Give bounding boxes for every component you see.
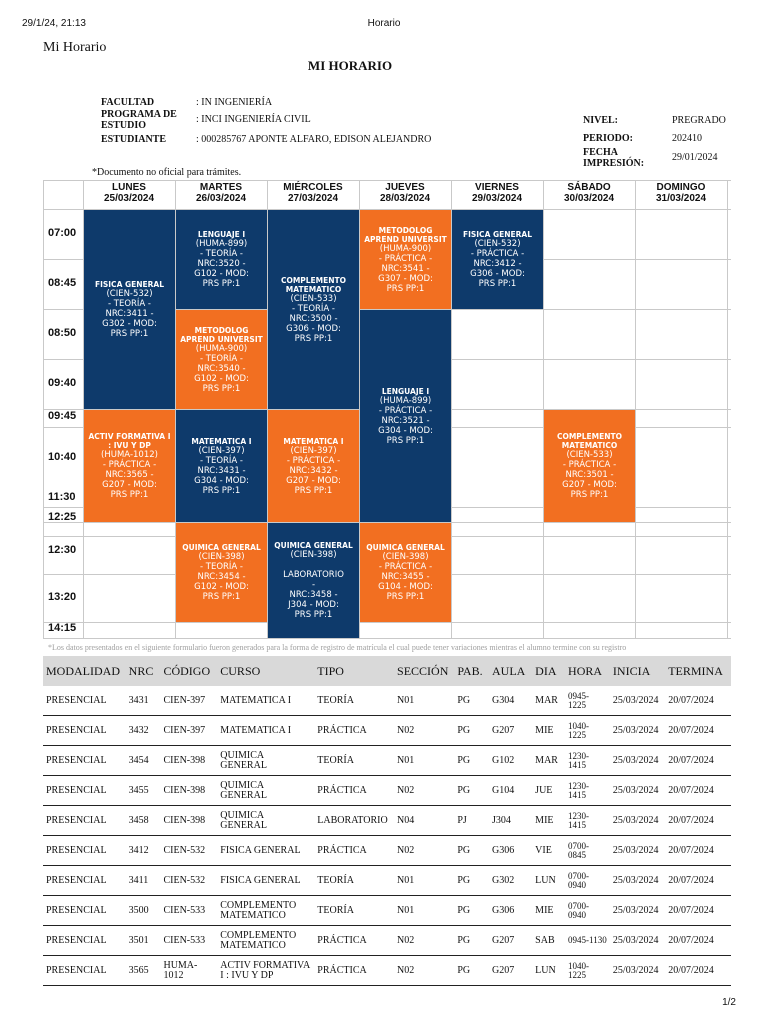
- day-name: MARTES: [199, 182, 243, 193]
- unofficial-note: *Documento no oficial para trámites.: [92, 167, 242, 178]
- table-cell: TEORÍA: [314, 896, 394, 926]
- table-header-cell: DIA: [532, 656, 565, 686]
- course-block-detail: - PRÁCTICA -: [470, 249, 525, 259]
- nivel-value: PREGRADO: [672, 115, 726, 126]
- table-cell: CIEN-398: [160, 806, 217, 836]
- day-date: 31/03/2024: [655, 193, 707, 204]
- day-date: 25/03/2024: [103, 193, 155, 204]
- table-cell: PRESENCIAL: [43, 956, 126, 986]
- table-cell: CIEN-533: [160, 896, 217, 926]
- print-page-title: Horario: [367, 18, 401, 29]
- table-cell: J304: [489, 806, 532, 836]
- table-cell: 25/03/2024: [610, 746, 665, 776]
- course-block-name: MATEMATICA I: [283, 436, 344, 446]
- table-cell: PRESENCIAL: [43, 716, 126, 746]
- table-cell: 25/03/2024: [610, 716, 665, 746]
- day-date: 27/03/2024: [287, 193, 339, 204]
- course-block-detail: (HUMA-1012): [101, 450, 158, 460]
- table-cell: N02: [394, 776, 454, 806]
- doc-title: Mi Horario: [43, 40, 107, 55]
- course-block-detail: G306 - MOD:: [286, 323, 341, 334]
- table-cell: LABORATORIO: [314, 806, 394, 836]
- table-cell: PG: [454, 776, 489, 806]
- course-block-detail: J304 - MOD:: [288, 600, 339, 610]
- table-cell: G207: [489, 926, 532, 956]
- course-block-detail: G207 - MOD:: [562, 480, 617, 490]
- course-block[interactable]: [452, 210, 543, 309]
- table-header-cell: AULA: [489, 656, 532, 686]
- table-cell: COMPLEMENTO MATEMATICO: [217, 926, 314, 956]
- table-cell: PG: [454, 866, 489, 896]
- table-cell: MAR: [532, 686, 565, 716]
- course-block-detail: NRC:3454 -: [197, 572, 246, 582]
- facultad-label: FACULTAD: [101, 97, 155, 108]
- table-cell: PG: [454, 836, 489, 866]
- table-cell: 25/03/2024: [610, 686, 665, 716]
- course-block-detail: NRC:3501 -: [565, 470, 614, 480]
- course-block-detail: G302 - MOD:: [102, 319, 157, 329]
- course-block-detail: -: [311, 580, 316, 590]
- time-label: 07:00: [48, 227, 77, 239]
- day-header: [175, 182, 267, 204]
- periodo-label: PERIODO:: [583, 133, 633, 144]
- course-block-detail: - TEORÍA -: [199, 562, 244, 572]
- table-cell: PRESENCIAL: [43, 686, 126, 716]
- print-datetime: 29/1/24, 21:13: [22, 18, 86, 29]
- course-block[interactable]: [360, 523, 451, 622]
- table-row: [43, 686, 731, 716]
- table-cell: PRESENCIAL: [43, 836, 126, 866]
- table-cell: 1040-1225: [565, 716, 610, 746]
- table-cell: N01: [394, 896, 454, 926]
- table-cell: PRESENCIAL: [43, 776, 126, 806]
- estudiante-label: ESTUDIANTE: [101, 134, 167, 145]
- table-cell: 25/03/2024: [610, 866, 665, 896]
- grid-row-line: [43, 180, 731, 181]
- table-cell: PG: [454, 926, 489, 956]
- table-cell: PG: [454, 716, 489, 746]
- table-cell: 3565: [126, 956, 161, 986]
- course-block-detail: NRC:3455 -: [381, 572, 430, 582]
- table-cell: 1230-1415: [565, 776, 610, 806]
- table-cell: COMPLEMENTO MATEMATICO: [217, 896, 314, 926]
- time-label: 08:50: [48, 327, 77, 339]
- table-cell: PRESENCIAL: [43, 806, 126, 836]
- course-block-detail: - TEORÍA -: [291, 303, 336, 314]
- table-cell: MIE: [532, 716, 565, 746]
- day-header: [267, 182, 359, 204]
- time-label: 12:25: [48, 511, 77, 523]
- table-header-cell: NRC: [126, 656, 161, 686]
- table-cell: 0945-1130: [565, 926, 610, 956]
- schedule-grid: [43, 180, 731, 638]
- periodo-value: 202410: [672, 133, 702, 144]
- table-cell: MIE: [532, 896, 565, 926]
- estudiante-value: : 000285767 APONTE ALFARO, EDISON ALEJANDRO: [196, 134, 432, 145]
- course-block-detail: (CIEN-532): [474, 239, 521, 249]
- table-cell: PG: [454, 896, 489, 926]
- course-block-name: QUIMICA GENERAL: [182, 543, 261, 552]
- table-row: [43, 866, 731, 896]
- course-block-detail: (CIEN-398): [290, 550, 337, 560]
- table-row: [43, 926, 731, 956]
- course-block-detail: G104 - MOD:: [378, 582, 433, 592]
- course-block-detail: PRS PP:1: [386, 435, 425, 446]
- course-block-detail: [312, 560, 315, 570]
- table-cell: 25/03/2024: [610, 896, 665, 926]
- time-label: 11:30: [48, 491, 76, 503]
- programa-label: PROGRAMA DE ESTUDIO: [101, 109, 177, 131]
- course-block-detail: (HUMA-900): [379, 243, 432, 254]
- table-header-cell: INICIA: [610, 656, 665, 686]
- day-date: 28/03/2024: [379, 193, 431, 204]
- course-block-detail: G207 - MOD:: [102, 480, 157, 490]
- table-cell: PG: [454, 686, 489, 716]
- table-cell: 3455: [126, 776, 161, 806]
- course-block[interactable]: [176, 523, 267, 622]
- course-block-detail: G207 - MOD:: [286, 475, 341, 486]
- course-block[interactable]: [268, 210, 359, 409]
- table-cell: 0945-1225: [565, 686, 610, 716]
- table-cell: CIEN-398: [160, 776, 217, 806]
- table-cell: JUE: [532, 776, 565, 806]
- day-header: [635, 182, 727, 204]
- course-block-detail: (CIEN-533): [290, 293, 337, 304]
- course-block-detail: PRS PP:1: [110, 329, 149, 339]
- course-block-detail: NRC:3520 -: [197, 259, 246, 269]
- table-header-cell: PAB.: [454, 656, 489, 686]
- time-label: 10:40: [48, 451, 77, 463]
- table-cell: SAB: [532, 926, 565, 956]
- fecha-label: FECHA IMPRESIÓN:: [583, 147, 645, 169]
- table-cell: N02: [394, 716, 454, 746]
- time-label: 13:20: [48, 591, 77, 603]
- table-cell: 25/03/2024: [610, 776, 665, 806]
- table-row: [43, 896, 731, 926]
- day-date: 26/03/2024: [195, 193, 247, 204]
- day-date: 30/03/2024: [563, 193, 615, 204]
- course-block-detail: (CIEN-398): [382, 552, 429, 562]
- course-block-name: METODOLOG APREND UNIVERSIT: [364, 225, 447, 244]
- table-header-row: [43, 656, 731, 686]
- table-cell: 20/07/2024: [665, 716, 731, 746]
- table-cell: 1230-1415: [565, 806, 610, 836]
- course-block[interactable]: [84, 210, 175, 409]
- table-cell: 0700-0845: [565, 836, 610, 866]
- table-cell: 25/03/2024: [610, 836, 665, 866]
- table-cell: N01: [394, 746, 454, 776]
- table-cell: CIEN-398: [160, 746, 217, 776]
- table-row: [43, 956, 731, 986]
- table-row: [43, 716, 731, 746]
- table-row: [43, 806, 731, 836]
- day-header: [451, 182, 543, 204]
- table-cell: 25/03/2024: [610, 926, 665, 956]
- table-cell: PRESENCIAL: [43, 866, 126, 896]
- course-block-detail: (CIEN-397): [290, 445, 337, 456]
- day-header: [359, 182, 451, 204]
- fecha-value: 29/01/2024: [672, 152, 718, 163]
- table-cell: 20/07/2024: [665, 926, 731, 956]
- course-block-detail: NRC:3431 -: [197, 465, 246, 476]
- table-cell: G306: [489, 896, 532, 926]
- programa-value: : INCI INGENIERÍA CIVIL: [196, 114, 311, 125]
- course-block-detail: - PRÁCTICA -: [378, 405, 433, 416]
- course-block-detail: PRS PP:1: [202, 383, 241, 394]
- main-title: MI HORARIO: [307, 58, 393, 73]
- course-block-detail: (CIEN-533): [566, 450, 613, 460]
- table-cell: 20/07/2024: [665, 746, 731, 776]
- course-block-detail: LABORATORIO: [283, 570, 344, 580]
- course-block[interactable]: [360, 310, 451, 522]
- course-block-detail: NRC:3412 -: [473, 259, 522, 269]
- course-block-detail: NRC:3500 -: [289, 313, 338, 324]
- day-name: JUEVES: [385, 182, 425, 193]
- table-cell: N02: [394, 836, 454, 866]
- table-cell: QUIMICA GENERAL: [217, 806, 314, 836]
- table-cell: CIEN-532: [160, 836, 217, 866]
- time-label: 09:45: [48, 410, 77, 422]
- time-label: 09:40: [48, 377, 77, 389]
- table-cell: 3412: [126, 836, 161, 866]
- table-header-cell: TERMINA: [665, 656, 731, 686]
- nivel-label: NIVEL:: [583, 115, 619, 126]
- course-block-name: QUIMICA GENERAL: [366, 543, 445, 552]
- table-header-cell: HORA: [565, 656, 610, 686]
- table-cell: 20/07/2024: [665, 836, 731, 866]
- table-cell: 3501: [126, 926, 161, 956]
- course-block-name: ACTIV FORMATIVA I : IVU Y DP: [88, 432, 171, 450]
- table-cell: PRÁCTICA: [314, 926, 394, 956]
- day-header: [543, 182, 635, 204]
- course-block-detail: (CIEN-398): [198, 552, 245, 562]
- course-block-detail: - PRÁCTICA -: [378, 253, 433, 264]
- course-block-name: LENGUAJE I: [381, 386, 430, 396]
- table-cell: PRESENCIAL: [43, 746, 126, 776]
- table-cell: MATEMATICA I: [217, 686, 314, 716]
- table-cell: CIEN-397: [160, 686, 217, 716]
- table-cell: 3432: [126, 716, 161, 746]
- course-block-name: FISICA GENERAL: [462, 230, 533, 239]
- table-cell: G102: [489, 746, 532, 776]
- time-label: 12:30: [48, 544, 77, 556]
- course-block-detail: PRS PP:1: [294, 610, 333, 620]
- course-block-detail: - PRÁCTICA -: [562, 460, 617, 470]
- table-cell: LUN: [532, 866, 565, 896]
- course-block-name: FISICA GENERAL: [94, 280, 165, 289]
- course-block-detail: PRS PP:1: [294, 485, 333, 496]
- table-cell: 1230-1415: [565, 746, 610, 776]
- course-block-detail: (CIEN-532): [106, 289, 153, 299]
- disclaimer: *Los datos presentados en el siguiente formulario fueron generados para la forma de registro de matrícula el cual puede tener variaciones mientras el alumno termine con su registro: [48, 643, 627, 652]
- table-cell: 3454: [126, 746, 161, 776]
- table-cell: N04: [394, 806, 454, 836]
- course-block-detail: NRC:3432 -: [289, 465, 338, 476]
- page-number: 1/2: [722, 997, 736, 1008]
- course-block-detail: G306 - MOD:: [470, 269, 525, 279]
- day-name: LUNES: [112, 182, 146, 193]
- course-block[interactable]: [544, 410, 635, 522]
- table-cell: FISICA GENERAL: [217, 836, 314, 866]
- table-cell: 20/07/2024: [665, 806, 731, 836]
- course-block-detail: G102 - MOD:: [194, 373, 249, 384]
- table-cell: 3411: [126, 866, 161, 896]
- table-header-cell: MODALIDAD: [43, 656, 126, 686]
- course-block-detail: NRC:3541 -: [381, 263, 430, 274]
- table-cell: G304: [489, 686, 532, 716]
- course-block-detail: (HUMA-900): [195, 343, 248, 354]
- table-cell: N01: [394, 686, 454, 716]
- course-block-detail: G102 - MOD:: [194, 269, 249, 279]
- table-row: [43, 776, 731, 806]
- table-cell: 0700-0940: [565, 896, 610, 926]
- course-block-detail: - TEORÍA -: [199, 249, 244, 259]
- table-cell: PRÁCTICA: [314, 836, 394, 866]
- table-cell: PG: [454, 956, 489, 986]
- course-block-detail: PRS PP:1: [110, 490, 149, 500]
- day-header: [83, 182, 175, 204]
- table-row: [43, 836, 731, 866]
- table-cell: N01: [394, 866, 454, 896]
- table-header-cell: SECCIÓN: [394, 656, 454, 686]
- time-label: 08:45: [48, 277, 77, 289]
- table-cell: CIEN-532: [160, 866, 217, 896]
- table-cell: PRÁCTICA: [314, 956, 394, 986]
- day-name: SÁBADO: [567, 182, 611, 193]
- course-block[interactable]: [268, 410, 359, 522]
- table-cell: CIEN-533: [160, 926, 217, 956]
- course-block-name: LENGUAJE I: [197, 230, 246, 239]
- course-block-detail: G307 - MOD:: [378, 273, 433, 284]
- day-date: 29/03/2024: [471, 193, 523, 204]
- table-cell: HUMA-1012: [160, 956, 217, 986]
- table-cell: MAR: [532, 746, 565, 776]
- table-cell: 1040-1225: [565, 956, 610, 986]
- table-cell: 20/07/2024: [665, 896, 731, 926]
- table-cell: VIE: [532, 836, 565, 866]
- courses-table: [43, 656, 731, 986]
- table-cell: QUIMICA GENERAL: [217, 746, 314, 776]
- table-header-cell: CURSO: [217, 656, 314, 686]
- table-cell: G104: [489, 776, 532, 806]
- table-cell: 3458: [126, 806, 161, 836]
- course-block-detail: - PRÁCTICA -: [378, 562, 433, 572]
- course-block-detail: NRC:3411 -: [105, 309, 154, 319]
- course-block[interactable]: [176, 310, 267, 409]
- table-cell: QUIMICA GENERAL: [217, 776, 314, 806]
- table-cell: 25/03/2024: [610, 956, 665, 986]
- course-block-detail: - PRÁCTICA -: [286, 455, 341, 466]
- table-cell: LUN: [532, 956, 565, 986]
- table-row: [43, 746, 731, 776]
- table-cell: 20/07/2024: [665, 686, 731, 716]
- table-cell: TEORÍA: [314, 866, 394, 896]
- day-name: VIERNES: [475, 182, 519, 193]
- table-cell: 20/07/2024: [665, 866, 731, 896]
- table-cell: FISICA GENERAL: [217, 866, 314, 896]
- course-block-detail: PRS PP:1: [202, 279, 241, 289]
- course-block-detail: PRS PP:1: [478, 279, 517, 289]
- table-header-cell: CÓDIGO: [160, 656, 217, 686]
- course-block-detail: (CIEN-397): [198, 445, 245, 456]
- course-block-detail: (HUMA-899): [195, 239, 248, 249]
- time-label: 14:15: [48, 622, 77, 634]
- course-block-name: MATEMATICA I: [191, 436, 252, 446]
- table-header-cell: TIPO: [314, 656, 394, 686]
- day-name: MIÉRCOLES: [283, 182, 343, 193]
- course-block-detail: - TEORÍA -: [107, 299, 152, 309]
- table-cell: ACTIV FORMATIVA I : IVU Y DP: [217, 956, 314, 986]
- table-cell: CIEN-397: [160, 716, 217, 746]
- table-cell: TEORÍA: [314, 686, 394, 716]
- course-block-name: QUIMICA GENERAL: [274, 541, 353, 550]
- course-block[interactable]: [84, 410, 175, 522]
- table-cell: N02: [394, 926, 454, 956]
- table-cell: N02: [394, 956, 454, 986]
- course-block-detail: PRS PP:1: [294, 333, 333, 344]
- course-block-detail: G304 - MOD:: [378, 425, 433, 436]
- table-cell: G306: [489, 836, 532, 866]
- course-block-detail: - TEORÍA -: [199, 353, 244, 364]
- table-cell: MIE: [532, 806, 565, 836]
- course-block[interactable]: [176, 410, 267, 522]
- course-block-detail: - PRÁCTICA -: [102, 460, 157, 470]
- course-block-detail: NRC:3458 -: [289, 590, 338, 600]
- course-block-detail: G304 - MOD:: [194, 475, 249, 486]
- course-block-detail: PRS PP:1: [202, 485, 241, 496]
- table-cell: 25/03/2024: [610, 806, 665, 836]
- table-cell: G302: [489, 866, 532, 896]
- course-block-detail: PRS PP:1: [386, 283, 425, 294]
- course-block-detail: G102 - MOD:: [194, 582, 249, 592]
- course-block[interactable]: [360, 210, 451, 309]
- day-name: DOMINGO: [656, 182, 706, 193]
- facultad-value: : IN INGENIERÍA: [196, 97, 273, 108]
- course-block-detail: NRC:3540 -: [197, 363, 246, 374]
- table-cell: 20/07/2024: [665, 776, 731, 806]
- course-block[interactable]: [268, 523, 359, 638]
- course-block[interactable]: [176, 210, 267, 309]
- table-cell: MATEMATICA I: [217, 716, 314, 746]
- table-cell: PRESENCIAL: [43, 896, 126, 926]
- course-block-detail: NRC:3565 -: [105, 470, 154, 480]
- grid-row-line: [43, 622, 731, 623]
- course-block-detail: PRS PP:1: [570, 490, 609, 500]
- table-cell: PJ: [454, 806, 489, 836]
- table-cell: TEORÍA: [314, 746, 394, 776]
- table-cell: 3431: [126, 686, 161, 716]
- table-cell: 20/07/2024: [665, 956, 731, 986]
- course-block-name: METODOLOG APREND UNIVERSIT: [180, 325, 263, 344]
- course-block-detail: PRS PP:1: [386, 592, 425, 602]
- course-block-name: COMPLEMENTO MATEMATICO: [556, 432, 623, 450]
- grid-row-line: [43, 638, 731, 639]
- table-cell: PRESENCIAL: [43, 926, 126, 956]
- table-cell: G207: [489, 956, 532, 986]
- table-cell: PRÁCTICA: [314, 716, 394, 746]
- course-block-detail: (HUMA-899): [379, 395, 432, 406]
- course-block-name: COMPLEMENTO MATEMATICO: [280, 275, 347, 294]
- table-cell: 0700-0940: [565, 866, 610, 896]
- table-cell: PRÁCTICA: [314, 776, 394, 806]
- table-cell: 3500: [126, 896, 161, 926]
- course-block-detail: NRC:3521 -: [381, 415, 430, 426]
- table-cell: G207: [489, 716, 532, 746]
- course-block-detail: - TEORÍA -: [199, 455, 244, 466]
- course-block-detail: PRS PP:1: [202, 592, 241, 602]
- table-cell: PG: [454, 746, 489, 776]
